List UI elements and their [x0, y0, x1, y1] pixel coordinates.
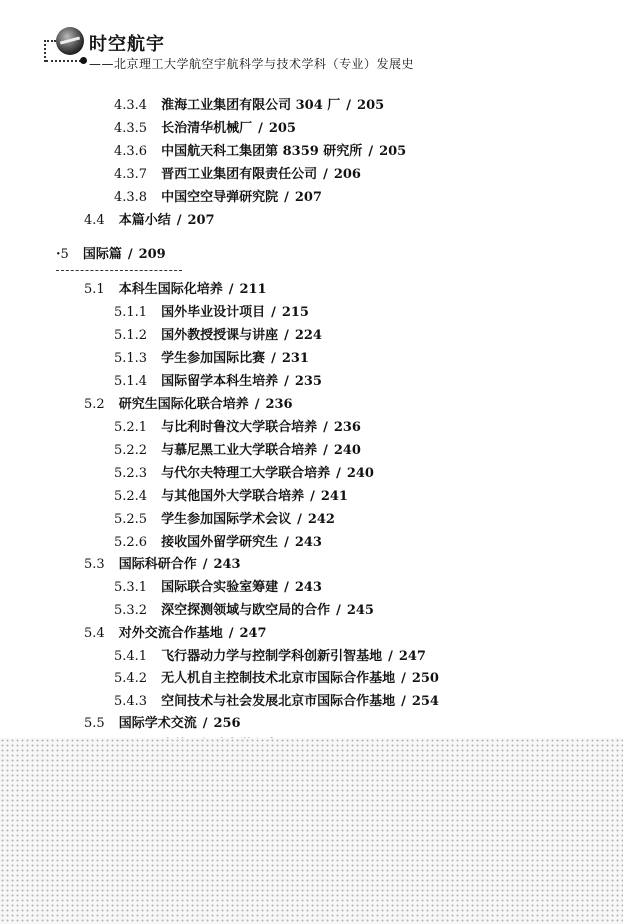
- toc-separator: /: [254, 397, 260, 412]
- toc-title: 学生参加国际学术会议: [161, 512, 292, 527]
- toc-title: 长治清华机械厂: [161, 121, 253, 136]
- toc-separator: /: [228, 626, 234, 641]
- chapter-underline: [56, 270, 182, 271]
- header-dot-icon: [80, 57, 87, 64]
- toc-page: 205: [268, 121, 296, 136]
- toc-number: 5.2.6: [114, 535, 148, 550]
- toc-separator: /: [297, 512, 302, 527]
- toc-entry[interactable]: [114, 465, 374, 483]
- toc-number: 5.4: [84, 626, 105, 641]
- toc-page: 236: [333, 420, 361, 435]
- toc-number: 5: [60, 247, 69, 262]
- toc-entry[interactable]: [84, 281, 267, 299]
- toc-entry[interactable]: [84, 212, 215, 230]
- toc-page: 245: [346, 603, 374, 618]
- toc-separator: /: [284, 374, 289, 389]
- toc-separator: /: [127, 247, 133, 262]
- toc-title: 国际学术交流: [118, 716, 197, 731]
- toc-number: 5.2.1: [114, 420, 148, 435]
- toc-entry[interactable]: [114, 648, 426, 666]
- toc-entry[interactable]: [114, 442, 361, 460]
- toc-title: 空间技术与社会发展北京市国际合作基地: [161, 694, 396, 709]
- toc-separator: /: [284, 328, 289, 343]
- toc-number: 5.2.3: [114, 466, 148, 481]
- toc-entry[interactable]: [114, 670, 439, 688]
- toc-separator: /: [228, 282, 234, 297]
- toc-number: 4.3.6: [114, 144, 148, 159]
- toc-entry[interactable]: [114, 602, 374, 620]
- toc-title: 晋西工业集团有限责任公司: [161, 167, 318, 182]
- toc-number: 5.5: [84, 716, 105, 731]
- toc-entry[interactable]: [114, 97, 384, 115]
- toc-title: 中国航天科工集团第 8359 研究所: [161, 144, 363, 159]
- toc-separator: /: [284, 580, 289, 595]
- toc-page: 236: [265, 397, 293, 412]
- toc-page: 231: [281, 351, 309, 366]
- toc-entry[interactable]: [114, 534, 322, 552]
- toc-number: 5.3.2: [114, 603, 148, 618]
- toc-number: 4.4: [84, 213, 105, 228]
- toc-number: 4.3.7: [114, 167, 148, 182]
- toc-title: 国外毕业设计项目: [161, 305, 266, 320]
- toc-page: 206: [333, 167, 361, 182]
- toc-title: 国际科研合作: [118, 557, 197, 572]
- toc-separator: /: [202, 557, 208, 572]
- toc-separator: /: [401, 694, 406, 709]
- toc-number: 5.3.1: [114, 580, 148, 595]
- toc-separator: /: [401, 671, 406, 686]
- toc-separator: /: [346, 98, 352, 113]
- toc-title: 深空探测领域与欧空局的合作: [161, 603, 331, 618]
- toc-separator: /: [271, 351, 276, 366]
- toc-entry[interactable]: [114, 120, 296, 138]
- toc-title: 与比利时鲁汶大学联合培养: [161, 420, 318, 435]
- toc-page: 224: [294, 328, 322, 343]
- toc-separator: /: [202, 716, 208, 731]
- toc-chapter-entry[interactable]: [56, 246, 166, 264]
- toc-separator: /: [336, 603, 341, 618]
- toc-title: 国际联合实验室筹建: [161, 580, 279, 595]
- toc-page: 207: [294, 190, 322, 205]
- toc-title: 中国空空导弹研究院: [161, 190, 279, 205]
- toc-page: 250: [411, 671, 439, 686]
- toc-title: 本科生国际化培养: [118, 282, 223, 297]
- toc-title: 国际留学本科生培养: [161, 374, 279, 389]
- toc-page: 256: [213, 716, 241, 731]
- toc-page: 211: [239, 282, 267, 297]
- toc-title: 飞行器动力学与控制学科创新引智基地: [161, 649, 383, 664]
- toc-separator: /: [271, 305, 276, 320]
- toc-number: 5.4.2: [114, 671, 148, 686]
- toc-entry[interactable]: [114, 143, 406, 161]
- toc-number: 5.1.1: [114, 305, 148, 320]
- toc-entry[interactable]: [114, 511, 335, 529]
- toc-title: 本篇小结: [118, 213, 171, 228]
- toc-page: 243: [294, 580, 322, 595]
- book-subtitle: ——北京理工大学航空宇航科学与技术学科（专业）发展史: [89, 57, 415, 71]
- toc-number: 5.2.5: [114, 512, 148, 527]
- toc-entry[interactable]: [84, 715, 241, 733]
- toc-title: 与慕尼黑工业大学联合培养: [161, 443, 318, 458]
- toc-title: 研究生国际化联合培养: [118, 397, 249, 412]
- toc-number: 5.1.4: [114, 374, 148, 389]
- toc-entry[interactable]: [114, 693, 439, 711]
- toc-title: 学生参加国际比赛: [161, 351, 266, 366]
- toc-separator: /: [310, 489, 315, 504]
- toc-number: 5.3: [84, 557, 105, 572]
- toc-page: 243: [294, 535, 322, 550]
- toc-entry[interactable]: [114, 327, 322, 345]
- toc-entry[interactable]: [114, 189, 322, 207]
- toc-entry[interactable]: [114, 304, 309, 322]
- toc-entry[interactable]: [114, 419, 361, 437]
- toc-entry[interactable]: [114, 166, 361, 184]
- toc-entry[interactable]: [84, 556, 241, 574]
- toc-number: 4.3.4: [114, 98, 148, 113]
- toc-number: 5.2: [84, 397, 105, 412]
- toc-separator: /: [284, 190, 289, 205]
- chapter-bullet: ·: [56, 247, 61, 262]
- toc-page: 247: [398, 649, 426, 664]
- toc-page: 241: [320, 489, 348, 504]
- toc-separator: /: [284, 535, 289, 550]
- globe-logo-icon: [56, 27, 84, 55]
- toc-entry[interactable]: [114, 488, 348, 506]
- toc-separator: /: [323, 167, 328, 182]
- toc-separator: /: [176, 213, 182, 228]
- toc-title: 无人机自主控制技术北京市国际合作基地: [161, 671, 396, 686]
- toc-separator: /: [336, 466, 341, 481]
- toc-number: 5.4.1: [114, 649, 148, 664]
- toc-page: 215: [281, 305, 309, 320]
- toc-number: 5.1.3: [114, 351, 148, 366]
- toc-entry[interactable]: [84, 396, 293, 414]
- header-dotted-line: [46, 60, 81, 62]
- toc-number: 5.2.2: [114, 443, 148, 458]
- toc-page: 207: [187, 213, 215, 228]
- toc-page: 240: [346, 466, 374, 481]
- page-header: [0, 0, 623, 80]
- toc-page: 205: [379, 144, 407, 159]
- toc-page: 247: [239, 626, 267, 641]
- toc-entry[interactable]: [84, 625, 267, 643]
- toc-title: 接收国外留学研究生: [161, 535, 279, 550]
- header-bracket-decoration: [44, 40, 56, 62]
- toc-number: 4.3.8: [114, 190, 148, 205]
- toc-page: 254: [411, 694, 439, 709]
- toc-title: 对外交流合作基地: [118, 626, 223, 641]
- toc-page: 242: [307, 512, 335, 527]
- toc-separator: /: [323, 443, 328, 458]
- toc-title: 国外教授授课与讲座: [161, 328, 279, 343]
- toc-title: 与代尔夫特理工大学联合培养: [161, 466, 331, 481]
- toc-title: 淮海工业集团有限公司 304 厂: [161, 98, 341, 113]
- toc-title: 与其他国外大学联合培养: [161, 489, 305, 504]
- toc-separator: /: [323, 420, 328, 435]
- toc-page: 209: [138, 247, 166, 262]
- toc-number: 5.4.3: [114, 694, 148, 709]
- toc-number: 5.1: [84, 282, 105, 297]
- toc-title: 国际篇: [82, 247, 122, 262]
- dotted-fade-overlay: [0, 738, 623, 924]
- toc-page: 235: [294, 374, 322, 389]
- toc-number: 4.3.5: [114, 121, 148, 136]
- toc-page: 243: [213, 557, 241, 572]
- toc-number: 5.1.2: [114, 328, 148, 343]
- book-title: 时空航宇: [89, 34, 165, 55]
- toc-separator: /: [258, 121, 263, 136]
- toc-separator: /: [368, 144, 374, 159]
- toc-entry[interactable]: [114, 350, 309, 368]
- toc-page: 205: [357, 98, 385, 113]
- toc-page: 240: [333, 443, 361, 458]
- toc-number: 5.2.4: [114, 489, 148, 504]
- toc-entry[interactable]: [114, 373, 322, 391]
- toc-separator: /: [388, 649, 393, 664]
- toc-entry[interactable]: [114, 579, 322, 597]
